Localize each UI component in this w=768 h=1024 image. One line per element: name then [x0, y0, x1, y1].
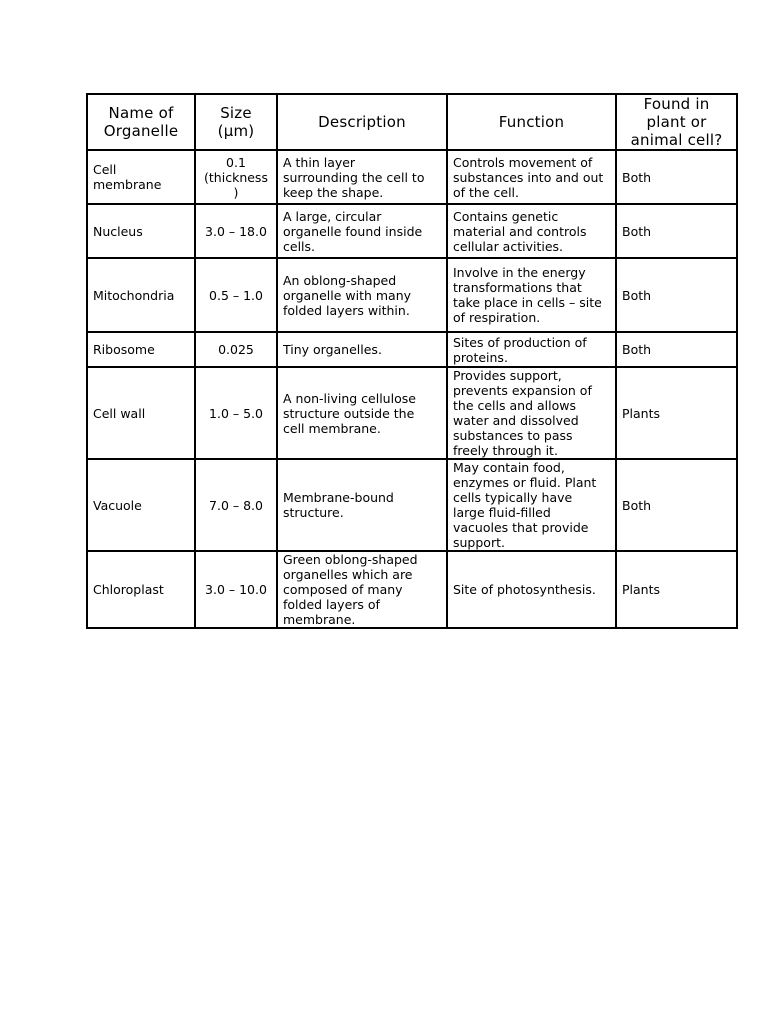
table-row — [87, 459, 737, 551]
cell-description: A large, circular organelle found inside cells. — [277, 204, 447, 258]
cell-description: A thin layer surrounding the cell to keep the shape. — [277, 150, 447, 204]
cell-found-in: Both — [616, 258, 737, 332]
cell-size: 3.0 – 10.0 — [195, 551, 277, 628]
organelle-table-container — [86, 93, 736, 629]
table-row — [87, 332, 737, 367]
header-size: Size (µm) — [195, 94, 277, 150]
cell-description: An oblong-shaped organelle with many folded layers within. — [277, 258, 447, 332]
organelle-table — [86, 93, 738, 629]
table-row — [87, 551, 737, 628]
cell-size: 0.5 – 1.0 — [195, 258, 277, 332]
table-row — [87, 204, 737, 258]
cell-found-in: Plants — [616, 367, 737, 459]
cell-size: 0.025 — [195, 332, 277, 367]
header-name: Name of Organelle — [87, 94, 195, 150]
cell-function: Contains genetic material and controls cellular activities. — [447, 204, 616, 258]
cell-name: Ribosome — [87, 332, 195, 367]
header-function: Function — [447, 94, 616, 150]
cell-name: Cell wall — [87, 367, 195, 459]
table-row — [87, 150, 737, 204]
cell-function: Sites of production of proteins. — [447, 332, 616, 367]
header-row — [87, 94, 737, 150]
cell-name: Chloroplast — [87, 551, 195, 628]
cell-found-in: Plants — [616, 551, 737, 628]
cell-description: Tiny organelles. — [277, 332, 447, 367]
header-description: Description — [277, 94, 447, 150]
cell-description: Membrane-bound structure. — [277, 459, 447, 551]
table-row — [87, 258, 737, 332]
cell-function: Provides support, prevents expansion of the cells and allows water and dissolved substances to pass freely through it. — [447, 367, 616, 459]
cell-function: Involve in the energy transformations that take place in cells – site of respiration. — [447, 258, 616, 332]
cell-size: 3.0 – 18.0 — [195, 204, 277, 258]
header-found-in: Found in plant or animal cell? — [616, 94, 737, 150]
cell-name: Mitochondria — [87, 258, 195, 332]
cell-description: Green oblong-shaped organelles which are composed of many folded layers of membrane. — [277, 551, 447, 628]
cell-function: Controls movement of substances into and out of the cell. — [447, 150, 616, 204]
cell-size: 1.0 – 5.0 — [195, 367, 277, 459]
cell-found-in: Both — [616, 332, 737, 367]
cell-description: A non-living cellulose structure outside the cell membrane. — [277, 367, 447, 459]
cell-found-in: Both — [616, 204, 737, 258]
cell-name: Cell membrane — [87, 150, 195, 204]
cell-size: 0.1 (thickness ) — [195, 150, 277, 204]
cell-function: May contain food, enzymes or fluid. Plant cells typically have large fluid-filled vacuoles that provide support. — [447, 459, 616, 551]
table-row — [87, 367, 737, 459]
cell-name: Vacuole — [87, 459, 195, 551]
cell-found-in: Both — [616, 150, 737, 204]
cell-size: 7.0 – 8.0 — [195, 459, 277, 551]
cell-name: Nucleus — [87, 204, 195, 258]
cell-found-in: Both — [616, 459, 737, 551]
cell-function: Site of photosynthesis. — [447, 551, 616, 628]
